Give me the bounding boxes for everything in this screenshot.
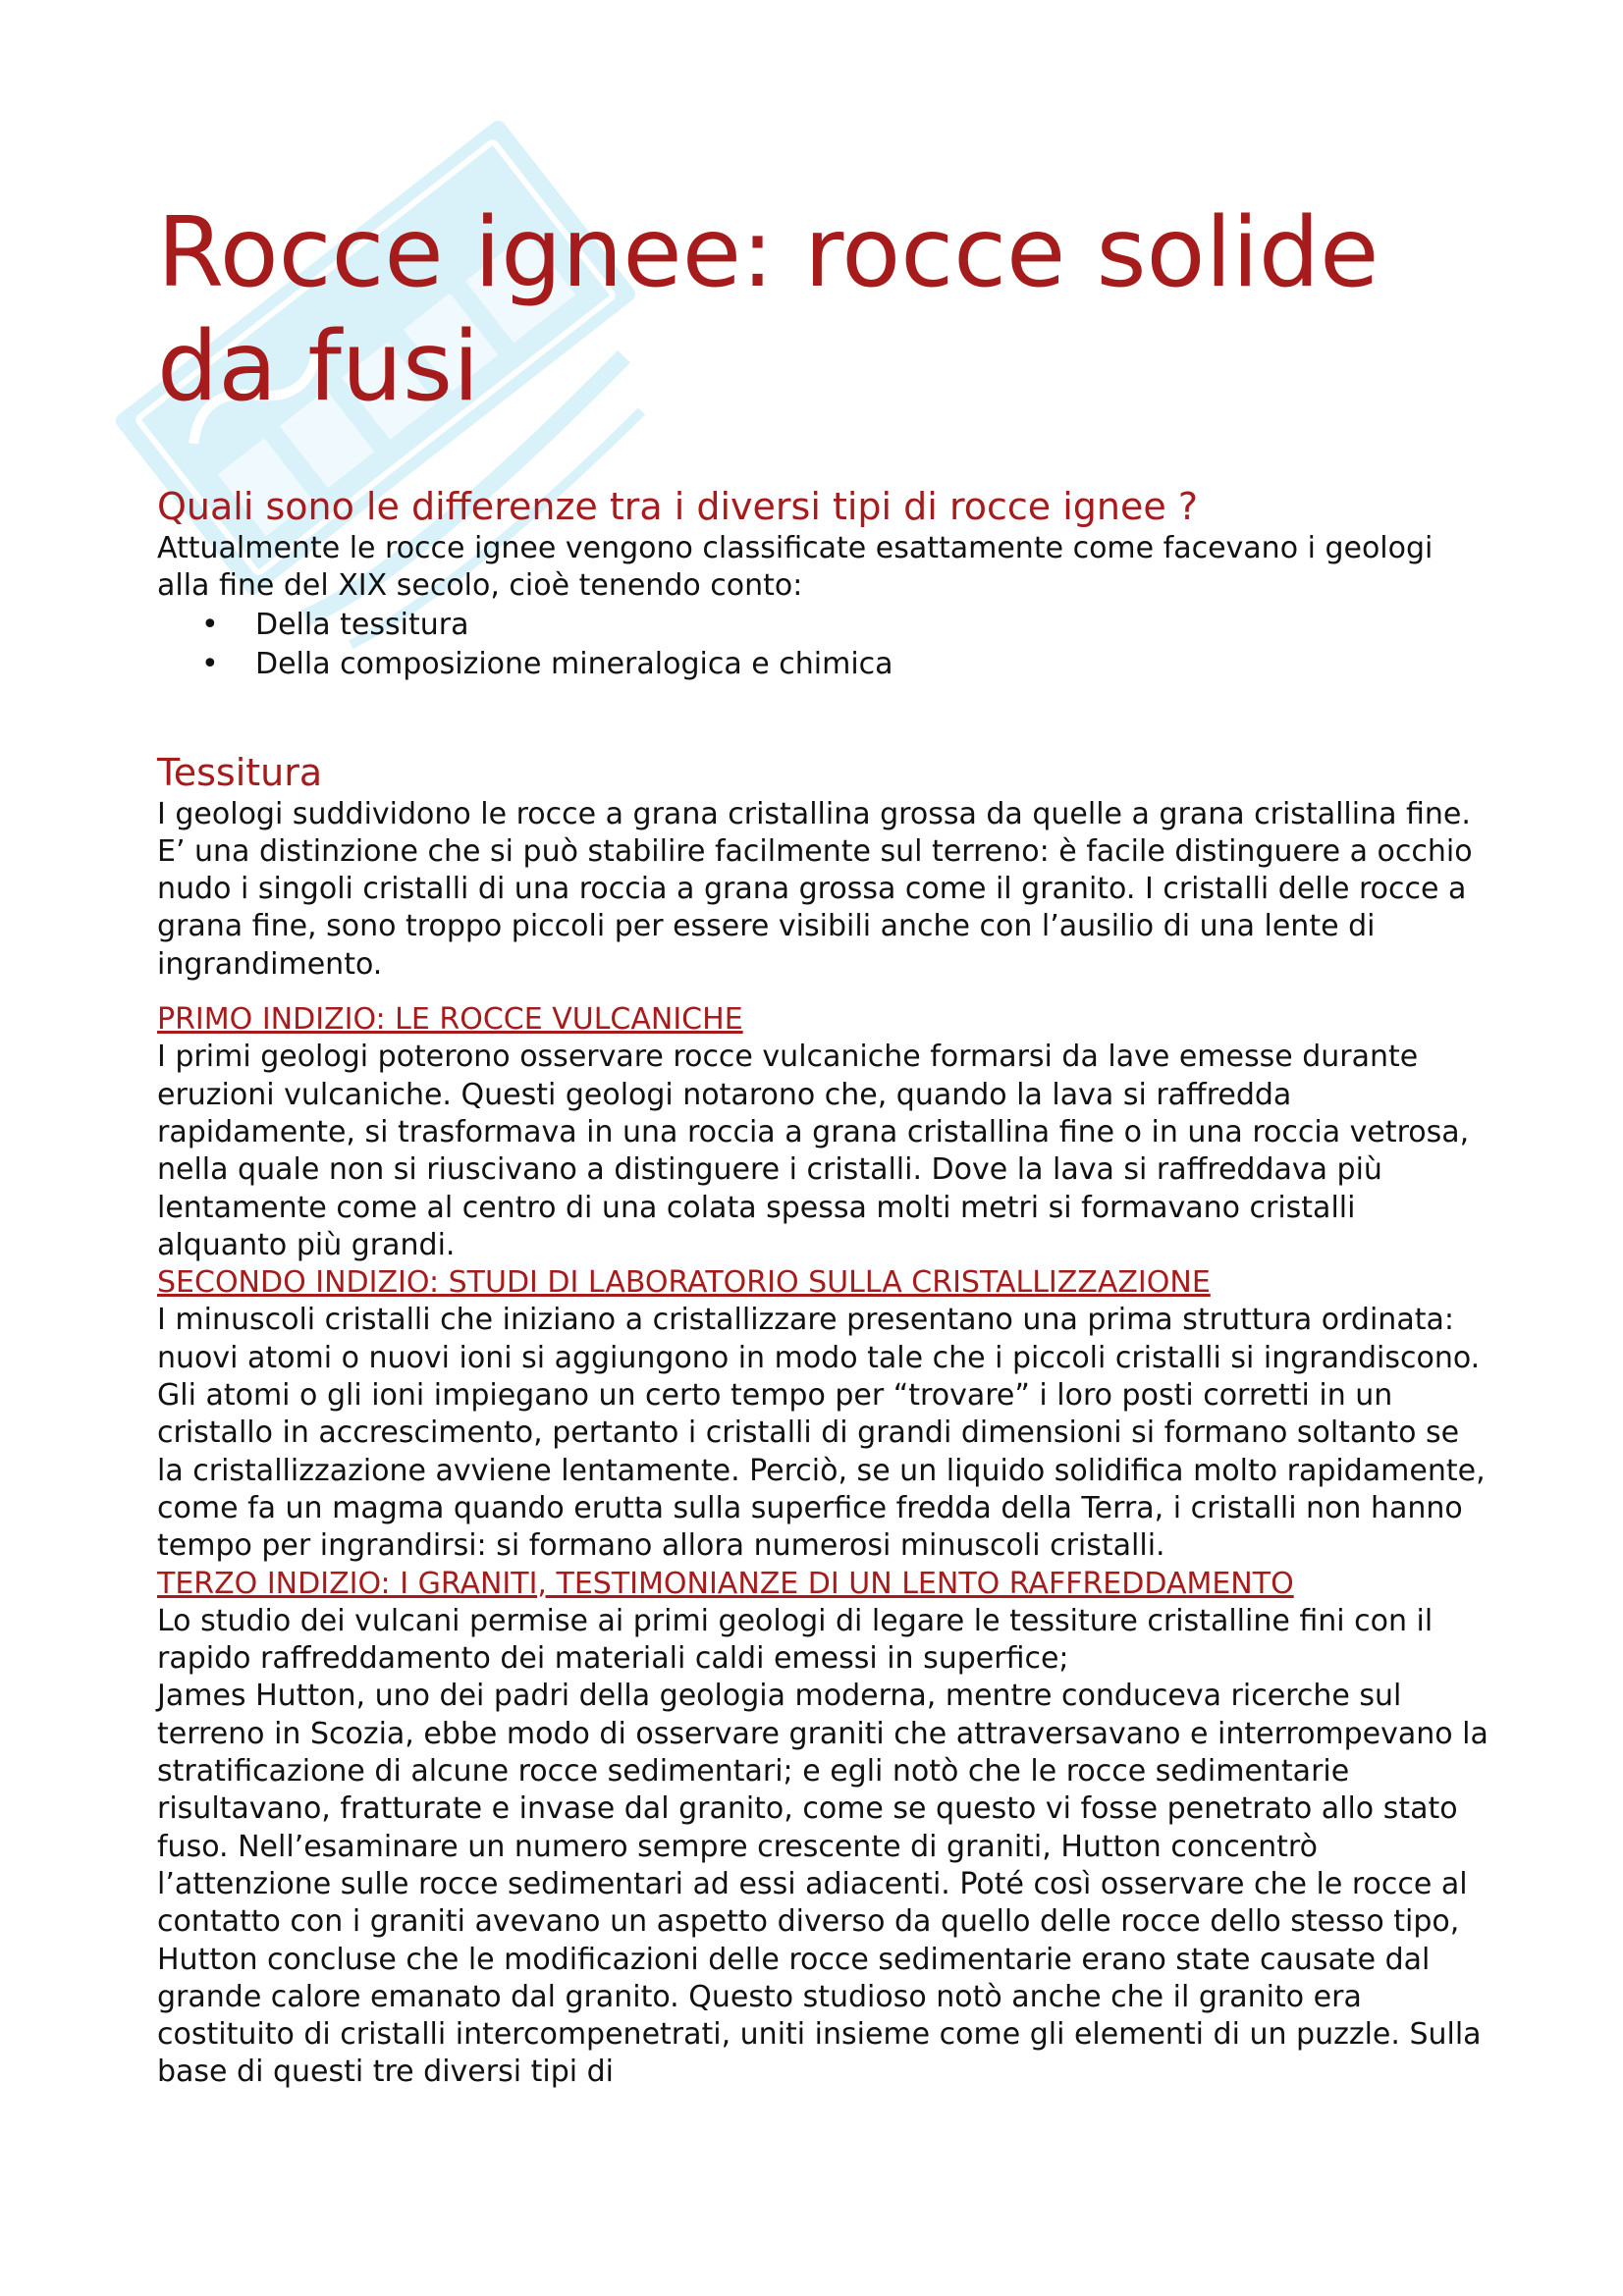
list-item: • Della composizione mineralogica e chimica: [201, 645, 1492, 684]
subheading-primo-indizio: PRIMO INDIZIO: LE ROCCE VULCANICHE: [157, 1002, 743, 1038]
primo-indizio-paragraph: I primi geologi poterono osservare rocce vulcaniche formarsi da lave emesse durante eruzioni vulcaniche. Questi geologi notarono che, quando la lava si raffredda rapidamente, si trasformava in una roccia a grana cristallina fine o in una roccia vetrosa, nella quale non si riuscivano a distinguere i cristalli. Dove la lava si raffreddava più lentamente come al centro di una colata spessa molti metri si formavano cristalli alquanto più grandi.: [157, 1040, 1470, 1262]
secondo-indizio-paragraph: I minuscoli cristalli che iniziano a cristallizzare presentano una prima struttura ordinata: nuovi atomi o nuovi ioni si aggiungono in modo tale che i piccoli cristalli si ingrandiscono. Gli atomi o gli ioni impiegano un certo tempo per “trovare” i loro posti corretti in un cristallo in accrescimento, pertanto i cristalli di grandi dimensioni si formano soltanto se la cristallizzazione avviene lentamente. Perciò, se un liquido solidifica molto rapidamente, come fa un magma quando erutta sulla superfice fredda della Terra, i cristalli non hanno tempo per ingrandirsi: si formano allora numerosi minuscoli cristalli.: [157, 1303, 1486, 1564]
list-item: • Della tessitura: [201, 606, 1492, 645]
bullet-icon: •: [201, 646, 219, 681]
document-body: [157, 196, 1492, 2092]
section-intro-paragraph: Attualmente le rocce ignee vengono classificate esattamente come facevano i geologi alla fine del XIX secolo, cioè tenendo conto:: [157, 531, 1434, 604]
tessitura-paragraph: I geologi suddividono le rocce a grana cristallina grossa da quelle a grana cristallina fine. E’ una distinzione che si può stabilire facilmente sul terreno: è facile distinguere a occhio nudo i singoli cristalli di una roccia a grana grossa come il granito. I cristalli delle rocce a grana fine, sono troppo piccoli per essere visibili anche con l’ausilio di una lente di ingrandimento.: [157, 796, 1473, 982]
section-heading-tessitura: Tessitura: [157, 750, 323, 794]
criteria-list: [201, 606, 1492, 684]
section-heading-differences: Quali sono le differenze tra i diversi tipi di rocce ignee ?: [157, 485, 1198, 528]
subheading-terzo-indizio: TERZO INDIZIO: I GRANITI, TESTIMONIANZE DI UN LENTO RAFFREDDAMENTO: [157, 1566, 1294, 1601]
terzo-indizio-paragraph-2: James Hutton, uno dei padri della geologia moderna, mentre conduceva ricerche sul terreno in Scozia, ebbe modo di osservare graniti che attraversavano e interrompevano la stratificazione di alcune rocce sedimentari; e egli notò che le rocce sedimentarie risultavano, fratturate e invase dal granito, come se questo vi fosse penetrato allo stato fuso. Nell’esaminare un numero sempre crescente di graniti, Hutton concentrò l’attenzione sulle rocce sedimentari ad essi adiacenti. Poté così osservare che le rocce al contatto con i graniti avevano un aspetto diverso da quello delle rocce dello stesso tipo, Hutton concluse che le modificazioni delle rocce sedimentarie erano state causate dal grande calore emanato dal granito. Questo studioso notò anche che il granito era costituito di cristalli intercompenetrati, uniti insieme come gli elementi di un puzzle. Sulla base di questi tre diversi tipi di: [157, 1679, 1488, 2090]
bullet-icon: •: [201, 607, 219, 642]
subheading-secondo-indizio: SECONDO INDIZIO: STUDI DI LABORATORIO SULLA CRISTALLIZZAZIONE: [157, 1265, 1211, 1301]
document-title: Rocce ignee: rocce solide da fusi: [157, 197, 1380, 423]
terzo-indizio-paragraph-1: Lo studio dei vulcani permise ai primi geologi di legare le tessiture cristalline fini con il rapido raffreddamento dei materiali caldi emessi in superfice;: [157, 1603, 1434, 1677]
